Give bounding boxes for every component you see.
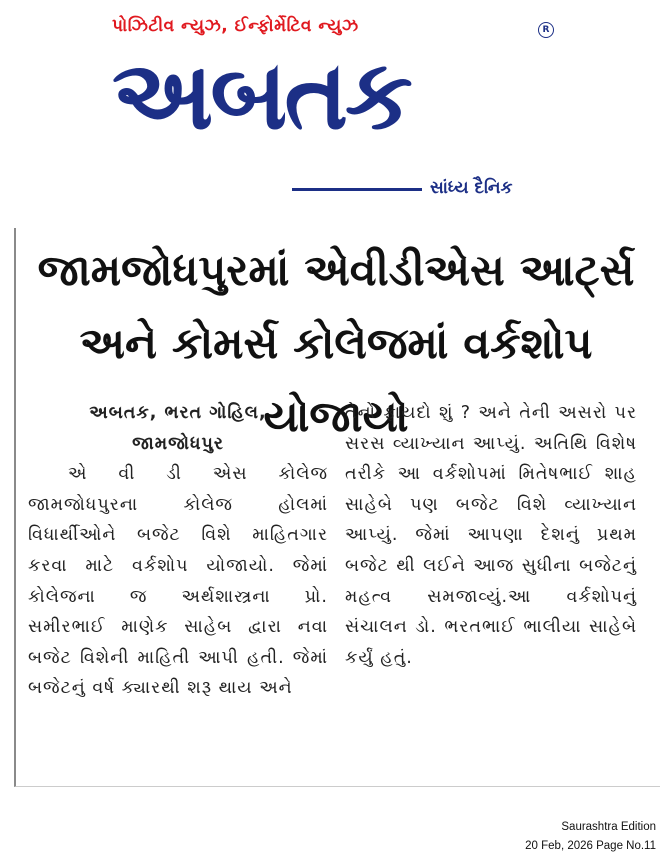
article-column-right: [345, 398, 637, 673]
article-body-right: તેનો ફાયદો શું ? અને તેની અસરો પર સરસ વ્યાખ્યાન આપ્યું. અતિથિ વિશેષ તરીકે આ વર્કશોપમાં મિતેષભાઈ શાહ સાહેબે પણ બજેટ વિશે વ્યાખ્યાન આપ્યું. જેમાં આપણા દેશનું પ્રથમ બજેટ થી લઈને આજ સુધીના બજેટનું મહત્વ સમજાવ્યું.આ વર્કશોપનું સંચાલન ડો. ભરતભાઈ ભાલીયા સાહેબે કર્યું હતું.: [345, 403, 637, 668]
article-headline: જામજોધપુરમાં એવીડીએસ આર્ટ્સ અને કોમર્સ કોલેજમાં વર્કશોપ યોજાયો: [37, 246, 635, 442]
article-column-left: [28, 398, 328, 704]
subtitle-rule: [292, 188, 422, 191]
byline-place: જામજોધપુર: [132, 433, 224, 454]
masthead-subtitle: સાંધ્ય દૈનિક: [430, 178, 513, 198]
registered-mark: R: [538, 22, 554, 38]
masthead: [0, 0, 666, 205]
edition-name: Saurashtra Edition: [561, 821, 656, 833]
article-body-left: એ વી ડી એસ કોલેજ જામજોધપુરના કોલેજ હોલમાં વિધાર્થીઓને બજેટ વિશે માહિતગાર કરવા માટે વર્કશોપ યોજાયો. જેમાં કોલેજના જ અર્થશાસ્ત્રના પ્રો. સમીરભાઈ માણેક સાહેબ દ્વારા નવા બજેટ વિશેની માહિતી આપી હતી. જેમાં બજેટનું વર્ષ ક્યારથી શરૂ થાય અને: [28, 464, 328, 699]
edition-info: [525, 818, 656, 856]
edition-date-page: 20 Feb, 2026 Page No.11: [525, 840, 656, 852]
newspaper-logo: અબતક: [112, 39, 410, 151]
masthead-tagline: પોઝિટીવ ન્યુઝ, ઈન્ફોર્મેટિવ ન્યુઝ: [112, 16, 359, 36]
byline-author: અબતક, ભરત ગોહિલ,: [89, 403, 267, 423]
